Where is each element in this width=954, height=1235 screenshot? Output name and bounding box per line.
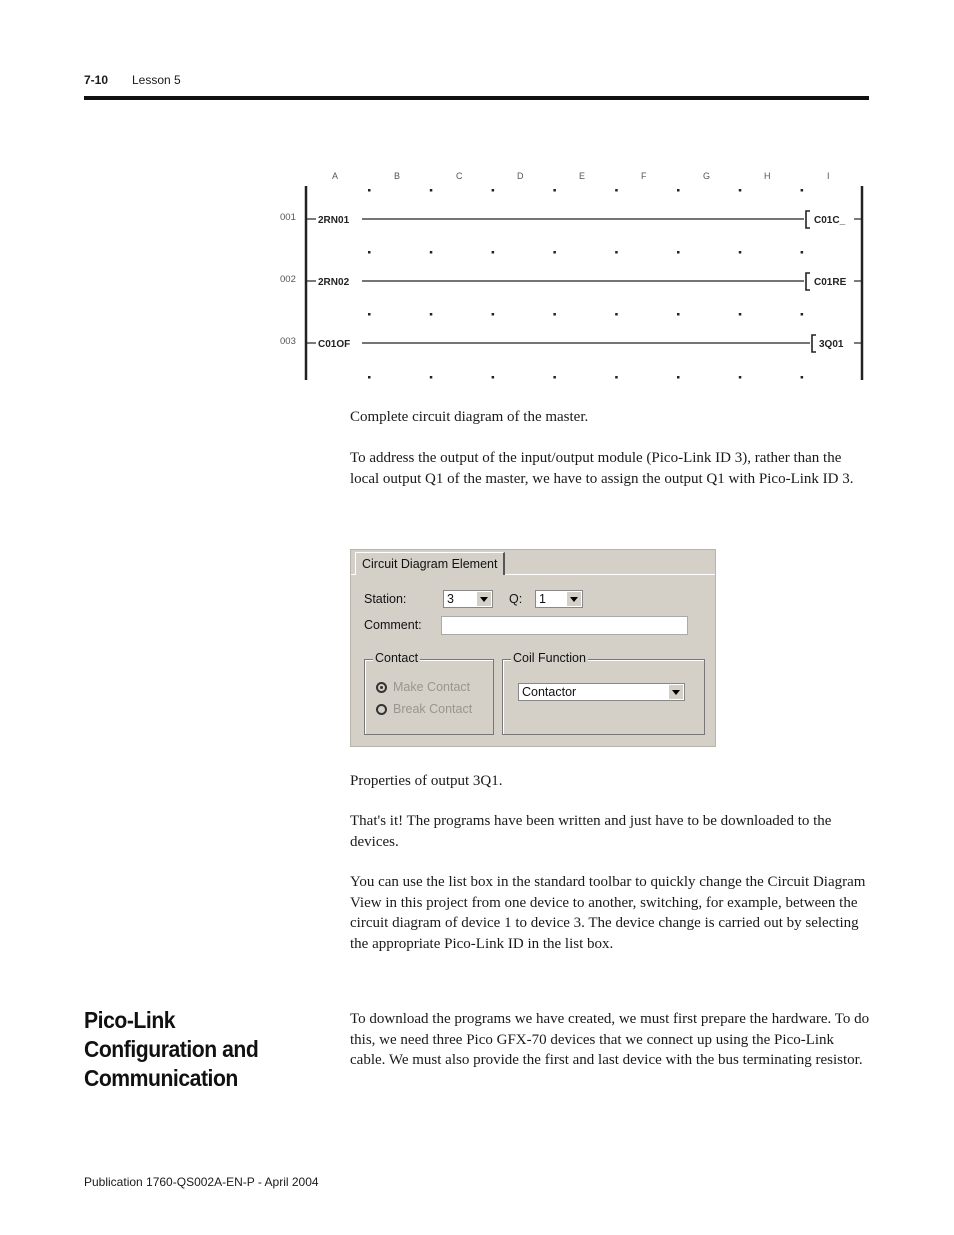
grid-dot	[615, 313, 618, 316]
contact-label: 2RN01	[318, 215, 350, 226]
grid-dot	[615, 189, 618, 192]
column-label: B	[394, 171, 401, 181]
page-number: 7-10	[84, 73, 109, 87]
station-label: Station:	[364, 592, 407, 606]
grid-dot	[368, 313, 371, 316]
chevron-down-icon[interactable]	[668, 685, 683, 699]
make-contact-radio[interactable]	[376, 680, 470, 694]
column-label: E	[579, 171, 586, 181]
grid-dot	[801, 251, 804, 254]
coil-bracket	[806, 273, 810, 290]
tab-strip	[351, 550, 715, 575]
coil-function-select[interactable]	[518, 683, 685, 701]
contact-group	[364, 651, 494, 735]
grid-dot	[739, 376, 742, 379]
grid-dot	[430, 251, 433, 254]
chevron-down-icon[interactable]	[476, 592, 491, 606]
grid-dot	[430, 313, 433, 316]
rung-number: 001	[280, 212, 296, 223]
coil-function-group	[502, 651, 705, 735]
break-contact-label: Break Contact	[393, 702, 473, 716]
coil-label: C01C_	[814, 215, 846, 226]
circuit-diagram-element-dialog	[350, 549, 716, 747]
coil-label: 3Q01	[819, 339, 844, 350]
radio-selected-icon	[376, 682, 387, 693]
break-contact-radio[interactable]	[376, 702, 472, 716]
comment-label: Comment:	[364, 618, 422, 632]
coil-function-group-title: Coil Function	[513, 651, 586, 665]
station-value: 3	[447, 592, 454, 606]
q-select[interactable]	[535, 590, 583, 608]
grid-dot	[368, 189, 371, 192]
paragraph-thats-it: That's it! The programs have been written and just have to be downloaded to the devices.	[350, 813, 832, 850]
grid-dot	[430, 189, 433, 192]
grid-dot	[553, 251, 556, 254]
chevron-down-icon[interactable]	[566, 592, 581, 606]
q-label: Q:	[509, 592, 523, 606]
contact-label: C01OF	[318, 339, 351, 350]
column-label: G	[703, 171, 711, 181]
grid-dot	[677, 189, 680, 192]
column-label: D	[517, 171, 524, 181]
grid-dot	[739, 189, 742, 192]
grid-dot	[553, 189, 556, 192]
contact-group-title: Contact	[375, 651, 419, 665]
grid-dot	[677, 376, 680, 379]
grid-dot	[368, 376, 371, 379]
paragraph-address-output: To address the output of the input/output module (Pico-Link ID 3), rather than the local output Q1 of the master, we have to assign the output Q1 with Pico-Link ID 3.	[350, 450, 854, 487]
grid-dot	[492, 376, 495, 379]
radio-empty-icon	[376, 704, 387, 715]
grid-dot	[615, 376, 618, 379]
rung-number: 003	[280, 336, 296, 347]
column-label: I	[827, 171, 830, 181]
grid-dot	[492, 313, 495, 316]
coil-bracket	[806, 211, 810, 228]
column-label: F	[641, 171, 647, 181]
grid-dot	[368, 251, 371, 254]
coil-label: C01RE	[814, 277, 847, 288]
grid-dot	[739, 251, 742, 254]
column-label: C	[456, 171, 463, 181]
grid-dot	[739, 313, 742, 316]
make-contact-label: Make Contact	[393, 680, 471, 694]
paragraph-download: To download the programs we have created, we must first prepare the hardware. To do this, we need three Pico GFX-70 devices that we connect up using the Pico-Link cable. We must also provide the first and last device with the bus terminating resistor.	[350, 1011, 870, 1068]
caption-properties: Properties of output 3Q1.	[350, 773, 503, 789]
grid-dot	[801, 313, 804, 316]
grid-dot	[801, 189, 804, 192]
coil-bracket	[812, 335, 816, 352]
tab-circuit-diagram-element[interactable]: Circuit Diagram Element	[355, 552, 505, 575]
contact-label: 2RN02	[318, 277, 350, 288]
column-label: A	[332, 171, 339, 181]
grid-dot	[492, 189, 495, 192]
comment-input[interactable]	[441, 616, 688, 635]
grid-dot	[677, 313, 680, 316]
footer-publication: Publication 1760-QS002A-EN-P - April 2004	[84, 1175, 319, 1189]
lesson-label: Lesson 5	[132, 73, 181, 87]
grid-dot	[553, 313, 556, 316]
rung-number: 002	[280, 274, 296, 285]
grid-dot	[677, 251, 680, 254]
column-label: H	[764, 171, 771, 181]
grid-dot	[553, 376, 556, 379]
q-value: 1	[539, 592, 546, 606]
station-select[interactable]	[443, 590, 493, 608]
grid-dot	[430, 376, 433, 379]
header-rule	[84, 96, 869, 100]
grid-dot	[801, 376, 804, 379]
ladder-diagram	[276, 160, 872, 385]
section-heading: Pico-Link Configuration and Communication	[84, 1007, 259, 1091]
coil-function-value: Contactor	[522, 685, 577, 699]
paragraph-list-box: You can use the list box in the standard toolbar to quickly change the Circuit Diagram View in this project from one device to another, switching, for example, between the circuit diagram of device 1 to device 3. The device change is carried out by selecting the appropriate Pico-Link ID in the list box.	[350, 874, 866, 952]
caption-circuit-diagram: Complete circuit diagram of the master.	[350, 409, 589, 425]
grid-dot	[492, 251, 495, 254]
grid-dot	[615, 251, 618, 254]
